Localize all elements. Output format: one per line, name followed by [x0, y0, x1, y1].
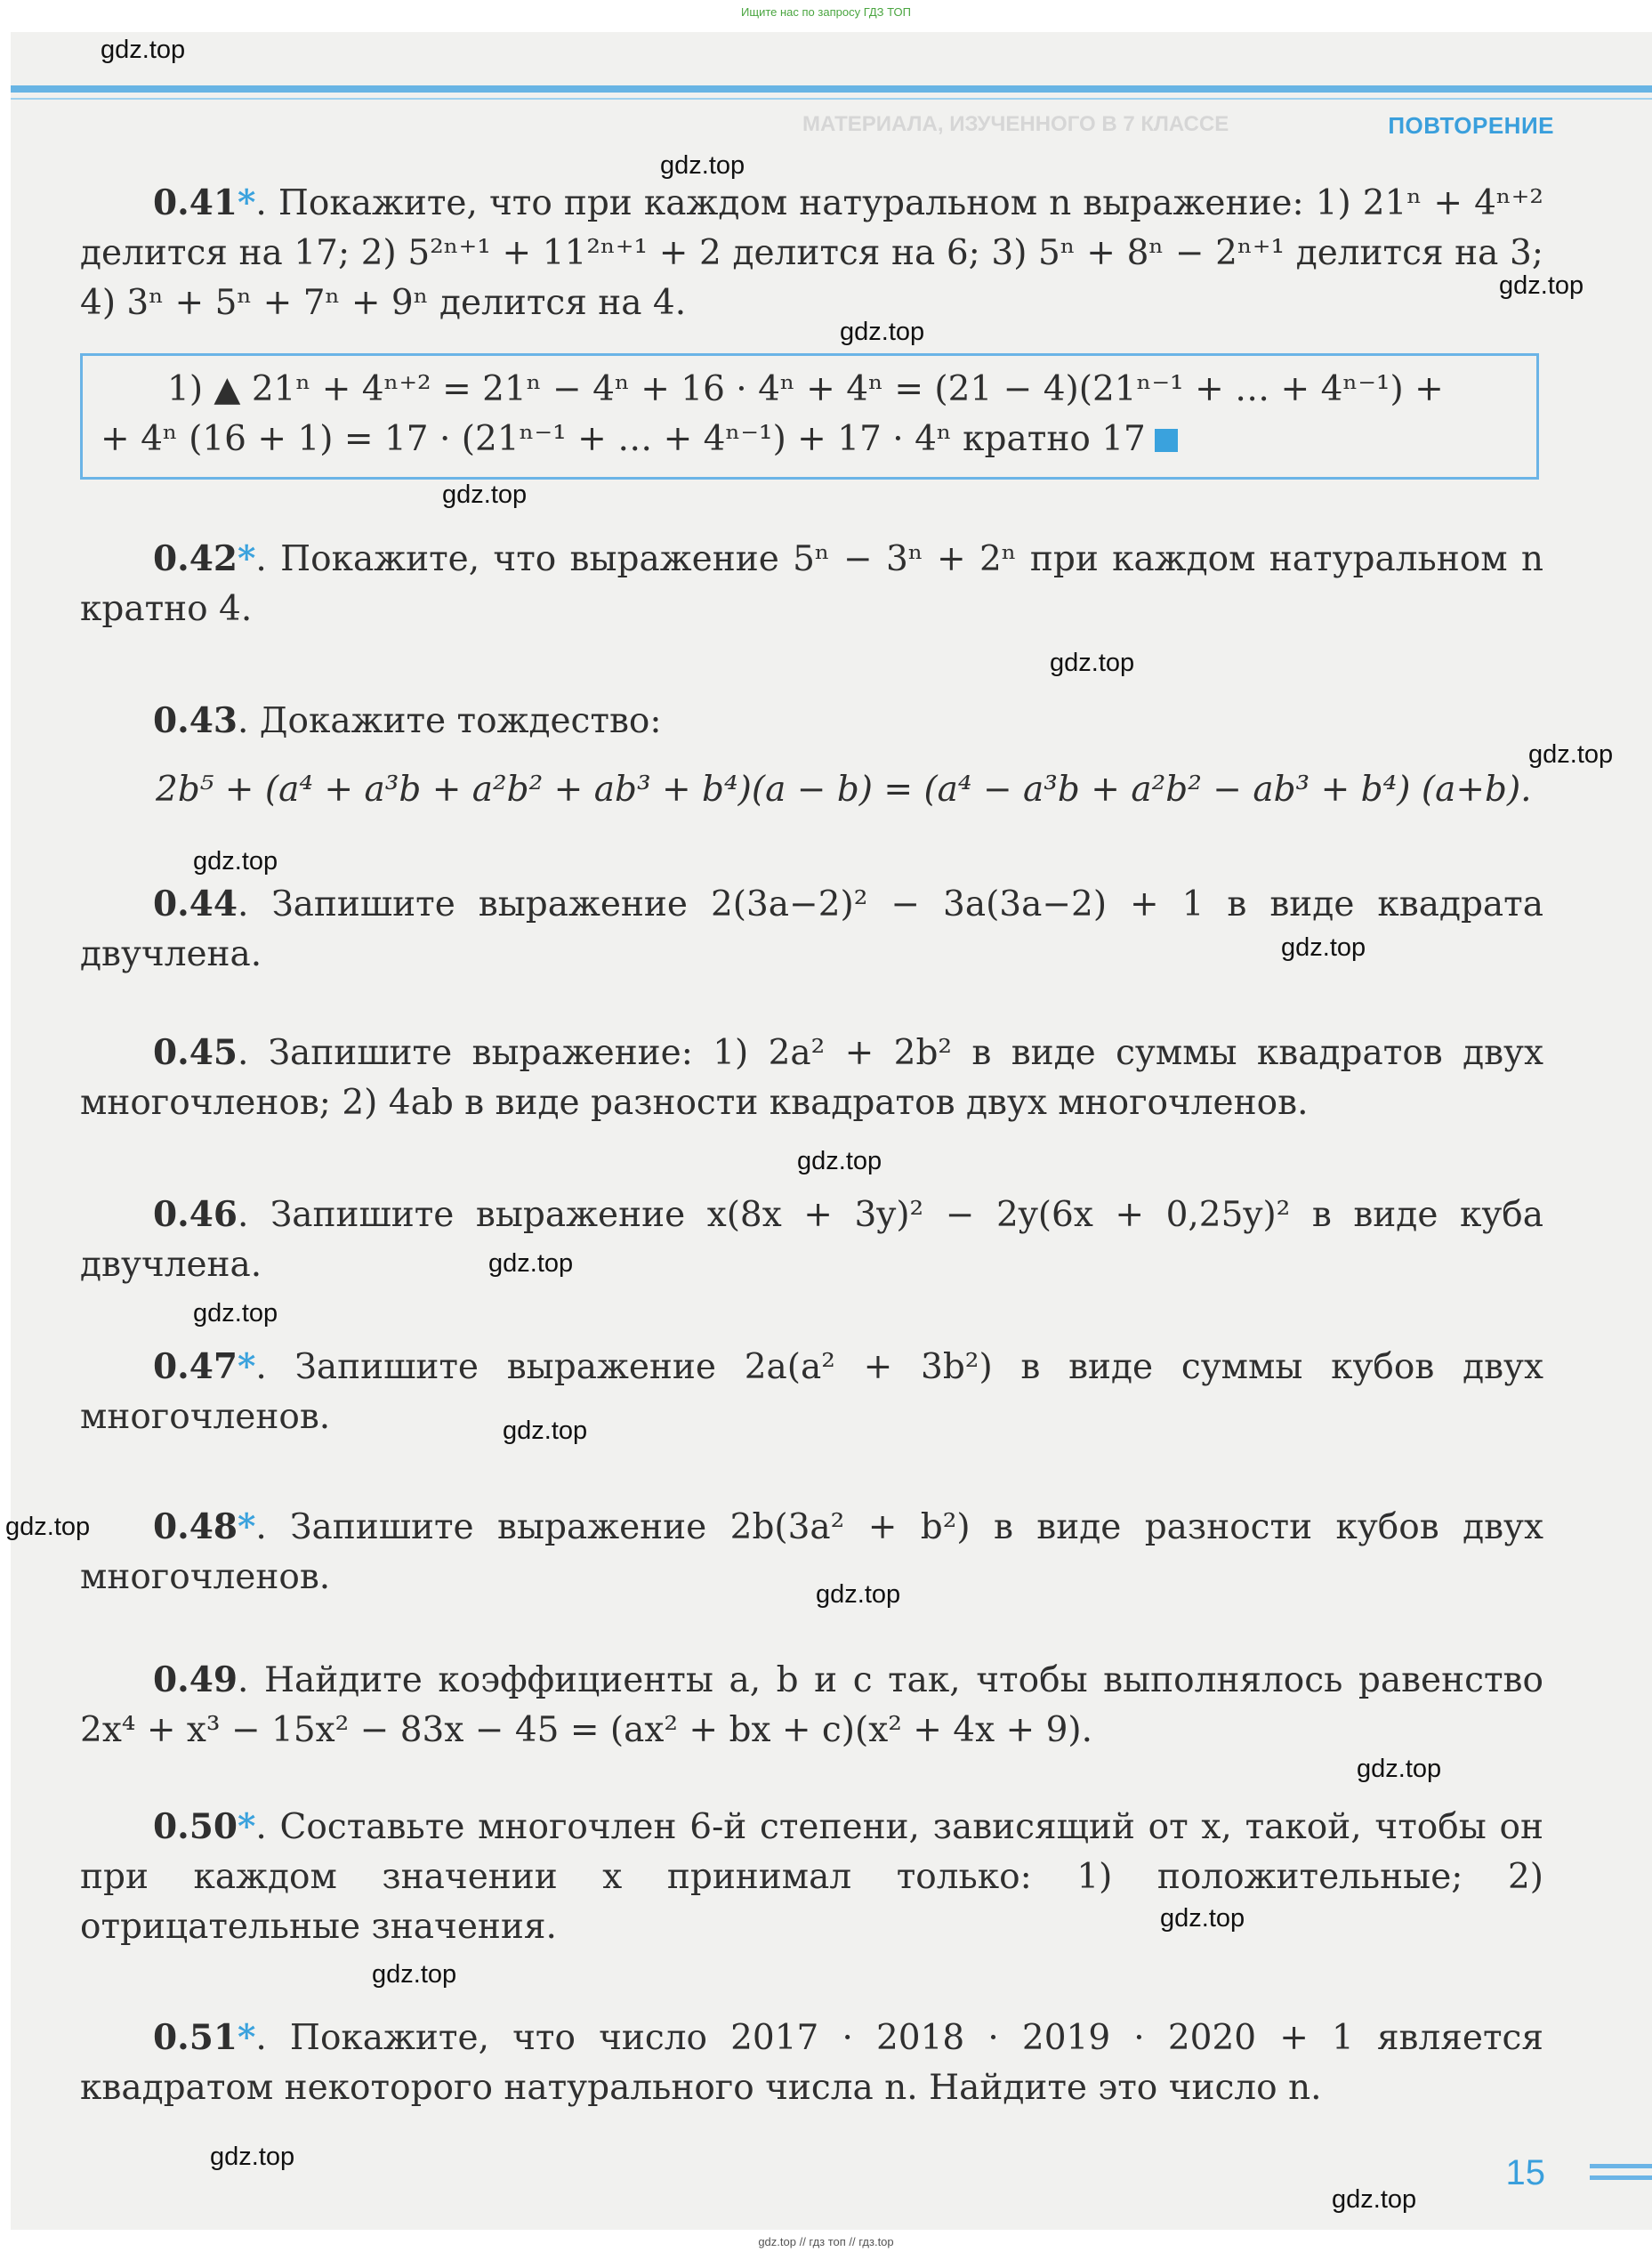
problem-0-41 [80, 178, 1543, 328]
watermark: gdz.top [1357, 1755, 1442, 1783]
watermark: gdz.top [193, 1299, 278, 1328]
star-icon: * [238, 538, 256, 579]
problem-text: . Покажите, что число 2017 · 2018 · 2019 · 2020 + 1 является квадратом некоторого натурального числа n. Найдите это число n. [80, 2018, 1543, 2108]
watermark: gdz.top [797, 1147, 882, 1175]
watermark: gdz.top [101, 36, 186, 64]
watermark: gdz.top [210, 2143, 295, 2171]
watermark: gdz.top [442, 480, 528, 509]
problem-text: . Покажите, что выражение 5ⁿ − 3ⁿ + 2ⁿ при каждом натуральном n кратно 4. [80, 539, 1543, 629]
problem-text: . Запишите выражение 2a(a² + 3b²) в виде суммы кубов двух многочленов. [80, 1347, 1543, 1437]
watermark: gdz.top [660, 151, 745, 180]
problem-number: 0.50 [153, 1806, 238, 1847]
header-rule-thin [11, 98, 1652, 100]
watermark: gdz.top [503, 1417, 588, 1445]
problem-0-46 [80, 1190, 1543, 1290]
identity-formula: 2b⁵ + (a⁴ + a³b + a²b² + ab³ + b⁴)(a − b) = (a⁴ − a³b + a²b² − ab³ + b⁴) (a+b). [156, 770, 1532, 810]
watermark: gdz.top [488, 1249, 574, 1278]
problem-text: . Докажите тождество: [238, 701, 662, 741]
problem-0-51 [80, 2013, 1543, 2113]
star-icon: * [238, 1346, 256, 1387]
problem-number: 0.43 [153, 700, 238, 741]
watermark: gdz.top [1528, 740, 1614, 769]
problem-0-44 [80, 879, 1543, 980]
problem-number: 0.42 [153, 538, 238, 579]
problem-text: . Запишите выражение 2b(3a² + b²) в виде разности кубов двух многочленов. [80, 1507, 1543, 1597]
problem-number: 0.45 [153, 1032, 238, 1073]
watermark: gdz.top [1281, 933, 1366, 962]
star-icon: * [238, 182, 256, 223]
watermark: gdz.top [840, 318, 925, 346]
problem-text: . Запишите выражение: 1) 2a² + 2b² в виде суммы квадратов двух многочленов; 2) 4ab в виде разности квадратов двух многочленов. [80, 1033, 1543, 1123]
bottom-banner: gdz.top // гдз топ // гдз.top [758, 2235, 894, 2248]
problem-text: . Запишите выражение 2(3a−2)² − 3a(3a−2) + 1 в виде квадрата двучлена. [80, 884, 1543, 974]
watermark: gdz.top [193, 847, 278, 876]
bleed-through-header: МАТЕРИАЛА, ИЗУЧЕННОГО В 7 КЛАССЕ [802, 112, 1229, 136]
end-of-proof-icon [1155, 429, 1178, 452]
problem-0-47 [80, 1342, 1543, 1442]
problem-text: . Запишите выражение x(8x + 3y)² − 2y(6x + 0,25y)² в виде куба двучлена. [80, 1195, 1543, 1285]
section-label: ПОВТОРЕНИЕ [1388, 112, 1554, 139]
problem-0-49 [80, 1655, 1543, 1756]
solution-line-2: + 4ⁿ (16 + 1) = 17 · (21ⁿ⁻¹ + … + 4ⁿ⁻¹) + 17 · 4ⁿ кратно 17 [101, 415, 1519, 464]
problem-number: 0.44 [153, 884, 238, 924]
problem-number: 0.48 [153, 1506, 238, 1547]
problem-0-50 [80, 1802, 1543, 1952]
watermark: gdz.top [1050, 649, 1135, 677]
watermark: gdz.top [372, 1960, 457, 1989]
star-icon: * [238, 1506, 256, 1547]
problem-text: . Найдите коэффициенты a, b и c так, чтобы выполнялось равенство 2x⁴ + x³ − 15x² − 83x − 45 = (ax² + bx + c)(x² + 4x + 9). [80, 1660, 1543, 1750]
problem-0-42 [80, 534, 1543, 634]
problem-0-48 [80, 1502, 1543, 1602]
header-rule [11, 85, 1652, 93]
watermark: gdz.top [816, 1580, 901, 1609]
watermark: gdz.top [5, 1513, 91, 1541]
solution-box [80, 353, 1539, 480]
watermark: gdz.top [1332, 2185, 1417, 2214]
problem-number: 0.51 [153, 2017, 238, 2058]
star-icon: * [238, 2017, 256, 2058]
problem-text: . Покажите, что при каждом натуральном n выражение: 1) 21ⁿ + 4ⁿ⁺² делится на 17; 2) 5²ⁿ⁺¹ + 11²ⁿ⁺¹ + 2 делится на 6; 3) 5ⁿ + 8ⁿ − 2ⁿ⁺¹ делится на 3; 4) 3ⁿ + 5ⁿ + 7ⁿ + 9ⁿ делится на 4. [80, 183, 1543, 323]
page-number: 15 [1505, 2153, 1545, 2192]
problem-text: . Составьте многочлен 6-й степени, зависящий от x, такой, чтобы он при каждом значении x принимал только: 1) положительные; 2) отрицательные значения. [80, 1807, 1543, 1947]
problem-number: 0.46 [153, 1194, 238, 1235]
page-number-decoration [1590, 2164, 1652, 2187]
problem-number: 0.47 [153, 1346, 238, 1387]
top-banner: Ищите нас по запросу ГДЗ ТОП [741, 5, 911, 19]
watermark: gdz.top [1499, 271, 1584, 300]
star-icon: * [238, 1806, 256, 1847]
problem-number: 0.49 [153, 1659, 238, 1700]
solution-line-1: 1) ▲ 21ⁿ + 4ⁿ⁺² = 21ⁿ − 4ⁿ + 16 · 4ⁿ + 4ⁿ = (21 − 4)(21ⁿ⁻¹ + … + 4ⁿ⁻¹) + [167, 369, 1444, 409]
problem-0-45 [80, 1028, 1543, 1128]
problem-0-43 [80, 696, 1543, 747]
problem-number: 0.41 [153, 182, 238, 223]
watermark: gdz.top [1160, 1904, 1245, 1933]
